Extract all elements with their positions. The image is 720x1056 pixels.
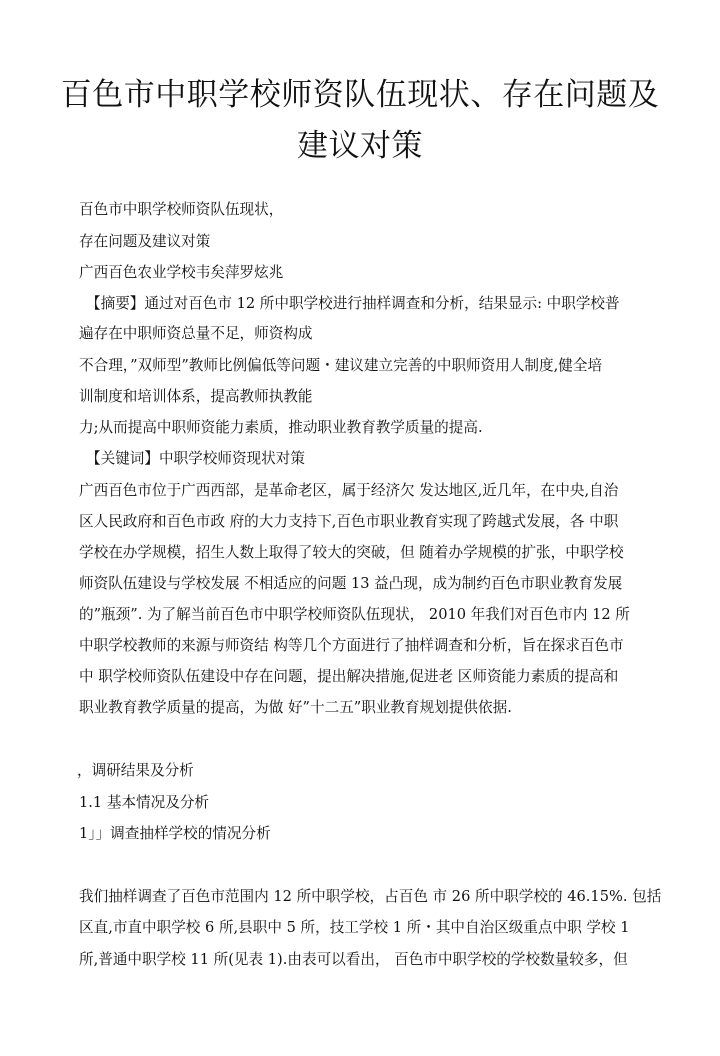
subtitle-line-1: 百色市中职学校师资队伍现状， <box>79 201 284 218</box>
author-line: 广西百色农业学校韦矣萍罗炫兆 <box>79 264 284 281</box>
survey-line-1: 我们抽样调查了百色市范围内 12 所中职学校，占百色 市 26 所中职学校的 46.15%. 包括 <box>79 888 662 905</box>
abstract-line-2: 遍存在中职师资总量不足，师资构成 <box>79 325 313 342</box>
intro-line-8: 职业教育教学质量的提高，为做 好”十二五”职业教育规划提供依据. <box>79 699 512 716</box>
intro-line-3: 学校在办学规模，招生人数上取得了较大的突破，但 随着办学规模的扩张，中职学校 <box>79 544 624 561</box>
subsubsection-heading: 1」」调查抽样学校的情况分析 <box>79 825 271 842</box>
intro-line-7: 中 职学校师资队伍建设中存在问题，提出解决措施,促进老 区师资能力素质的提高和 <box>79 668 619 685</box>
intro-line-5: 的”瓶颈”. 为了解当前百色市中职学校师资队伍现状， 2010 年我们对百色市内 12 所 <box>79 606 630 623</box>
survey-line-2: 区直,市直中职学校 6 所,县职中 5 所，技工学校 1 所・其中自治区级重点中职 学校 1 <box>79 919 630 936</box>
abstract-line-3: 不合理，”双师型”教师比例偏低等问题・建议建立完善的中职师资用人制度,健全培 <box>79 357 603 374</box>
abstract-line-4: 训制度和培训体系，提高教师执教能 <box>79 388 313 405</box>
subtitle-line-2: 存在问题及建议对策 <box>79 233 211 250</box>
intro-line-1: 广西百色市位于广西西部，是革命老区，属于经济欠 发达地区,近几年，在中央,自治 <box>79 482 619 499</box>
document-title-line-1: 百色市中职学校师资队伍现状、存在问题及 <box>60 77 660 113</box>
survey-line-3: 所,普通中职学校 11 所(见表 1).由表可以看出， 百色市中职学校的学校数量较多，但 <box>79 951 628 968</box>
abstract-line-5: 力;从而提高中职师资能力素质，推动职业教育教学质量的提高. <box>79 419 483 436</box>
subsection-heading: 1.1 基本情况及分析 <box>79 794 210 811</box>
section-heading: ，调研结果及分析 <box>77 762 194 779</box>
abstract-line-1: 【摘要】通过对百色市 12 所中职学校进行抽样调查和分析，结果显示: 中职学校普 <box>86 295 620 312</box>
keywords-line: 【关键词】中职学校师资现状对策 <box>86 450 305 467</box>
intro-line-6: 中职学校教师的来源与师资结 构等几个方面进行了抽样调查和分析，旨在探求百色市 <box>79 637 624 654</box>
document-title-line-2: 建议对策 <box>297 128 423 164</box>
intro-line-2: 区人民政府和百色市政 府的大力支持下,百色市职业教育实现了跨越式发展，各 中职 <box>79 513 619 530</box>
intro-line-4: 师资队伍建设与学校发展 不相适应的问题 13 益凸现，成为制约百色市职业教育发展 <box>79 575 623 592</box>
